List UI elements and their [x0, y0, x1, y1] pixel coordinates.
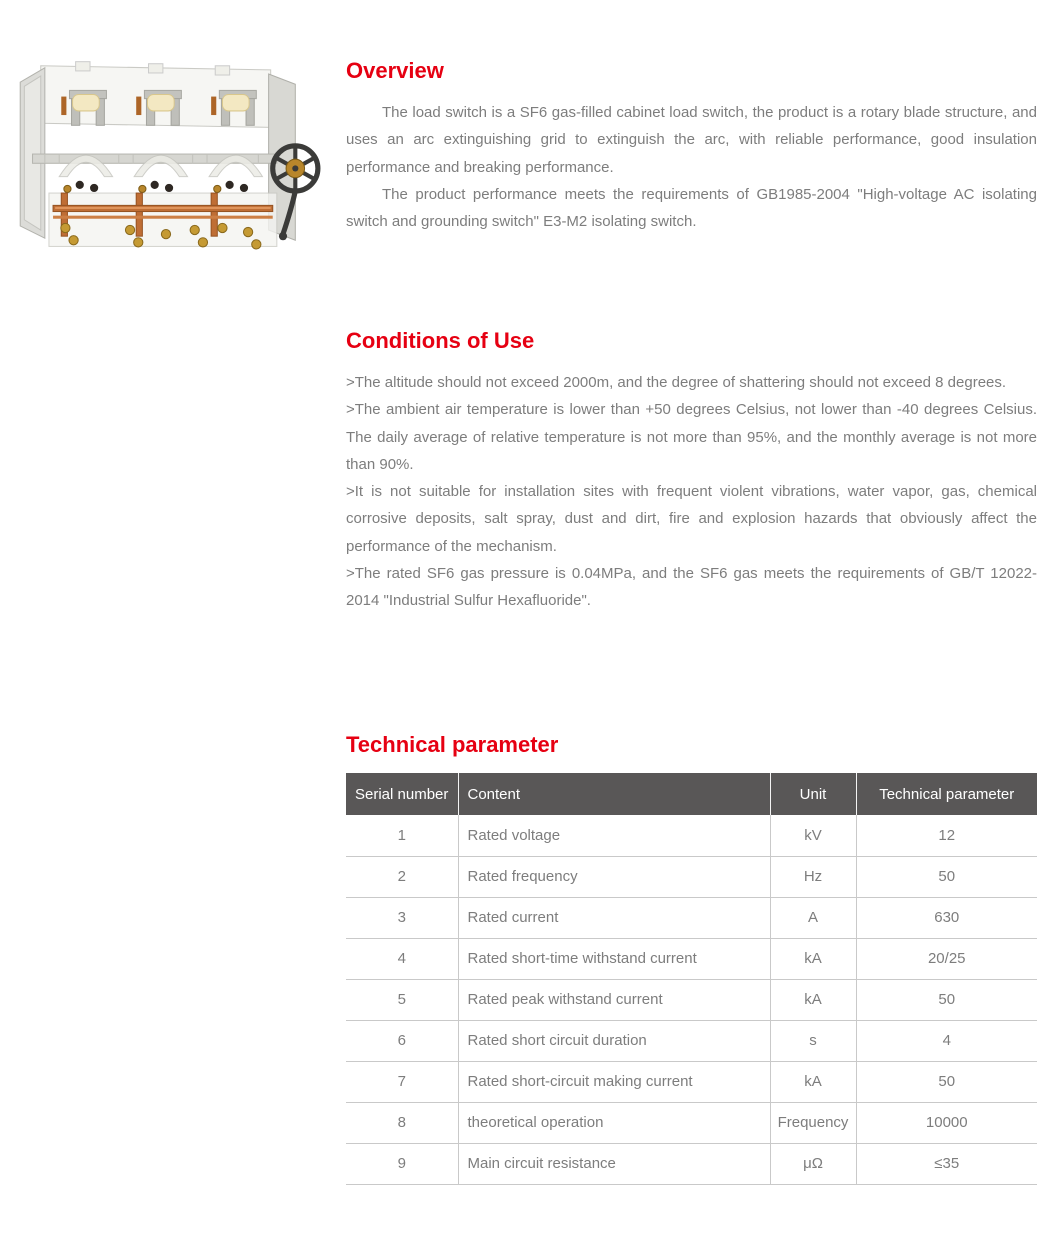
serial-cell: 6 — [346, 1020, 458, 1061]
conditions-title: Conditions of Use — [346, 328, 535, 353]
overview-paragraph-2: The product performance meets the requirements of GB1985-2004 "High-voltage AC isolating switch and grounding switch" E3-M2 isolating switch. — [346, 185, 1037, 231]
header-content: Content — [458, 773, 770, 815]
content-cell: Rated frequency — [458, 856, 770, 897]
serial-cell: 2 — [346, 856, 458, 897]
table-row — [346, 1143, 1037, 1184]
table-row — [346, 1061, 1037, 1102]
content-cell: Rated short circuit duration — [458, 1020, 770, 1061]
value-cell: 10000 — [856, 1102, 1037, 1143]
table-row — [346, 1102, 1037, 1143]
serial-cell: 5 — [346, 979, 458, 1020]
value-cell: 50 — [856, 856, 1037, 897]
overview-paragraph-1: The load switch is a SF6 gas-filled cabinet load switch, the product is a rotary blade structure, and uses an arc extinguishing grid to extinguish the arc, with reliable performance, good insulation performance and breaking performance. — [346, 104, 1037, 176]
conditions-section — [346, 328, 1037, 615]
overview-section — [346, 58, 1037, 235]
unit-cell: kA — [770, 1061, 856, 1102]
header-unit: Unit — [770, 773, 856, 815]
load-switch-illustration — [12, 52, 322, 252]
content-cell: Rated short-time withstand current — [458, 938, 770, 979]
value-cell: 12 — [856, 815, 1037, 856]
content-cell: Rated peak withstand current — [458, 979, 770, 1020]
technical-title: Technical parameter — [346, 732, 559, 757]
technical-table-body — [346, 815, 1037, 1184]
serial-cell: 9 — [346, 1143, 458, 1184]
value-cell: 50 — [856, 979, 1037, 1020]
value-cell: 20/25 — [856, 938, 1037, 979]
serial-cell: 7 — [346, 1061, 458, 1102]
value-cell: 50 — [856, 1061, 1037, 1102]
condition-item-2: >The ambient air temperature is lower than +50 degrees Celsius, not lower than -40 degrees Celsius. The daily average of relative temperature is not more than 95%, and the monthly average is not more than 90%. — [346, 401, 1037, 473]
header-serial-number: Serial number — [346, 773, 458, 815]
product-photo — [12, 52, 322, 252]
content-cell: Rated short-circuit making current — [458, 1061, 770, 1102]
content-cell: Rated current — [458, 897, 770, 938]
technical-parameter-table — [346, 773, 1037, 1185]
table-row — [346, 856, 1037, 897]
table-row — [346, 979, 1037, 1020]
serial-cell: 1 — [346, 815, 458, 856]
unit-cell: kA — [770, 938, 856, 979]
content-cell: Main circuit resistance — [458, 1143, 770, 1184]
condition-item-3: >It is not suitable for installation sites with frequent violent vibrations, water vapor, gas, chemical corrosive deposits, salt spray, dust and dirt, fire and explosion hazards that obviously affect the performance of the mechanism. — [346, 483, 1037, 555]
unit-cell: A — [770, 897, 856, 938]
condition-item-1: >The altitude should not exceed 2000m, and the degree of shattering should not exceed 8 degrees. — [346, 374, 1007, 391]
unit-cell: kV — [770, 815, 856, 856]
table-row — [346, 938, 1037, 979]
unit-cell: μΩ — [770, 1143, 856, 1184]
serial-cell: 8 — [346, 1102, 458, 1143]
content-cell: theoretical operation — [458, 1102, 770, 1143]
serial-cell: 4 — [346, 938, 458, 979]
value-cell: ≤35 — [856, 1143, 1037, 1184]
table-row — [346, 815, 1037, 856]
unit-cell: Hz — [770, 856, 856, 897]
unit-cell: kA — [770, 979, 856, 1020]
technical-section — [346, 732, 1037, 1185]
unit-cell: Frequency — [770, 1102, 856, 1143]
serial-cell: 3 — [346, 897, 458, 938]
header-technical-parameter: Technical parameter — [856, 773, 1037, 815]
value-cell: 4 — [856, 1020, 1037, 1061]
table-row — [346, 1020, 1037, 1061]
overview-title: Overview — [346, 58, 444, 83]
value-cell: 630 — [856, 897, 1037, 938]
table-header — [346, 773, 1037, 815]
condition-item-4: >The rated SF6 gas pressure is 0.04MPa, and the SF6 gas meets the requirements of GB/T 12022-2014 "Industrial Sulfur Hexafluoride". — [346, 565, 1037, 610]
unit-cell: s — [770, 1020, 856, 1061]
table-row — [346, 897, 1037, 938]
content-cell: Rated voltage — [458, 815, 770, 856]
